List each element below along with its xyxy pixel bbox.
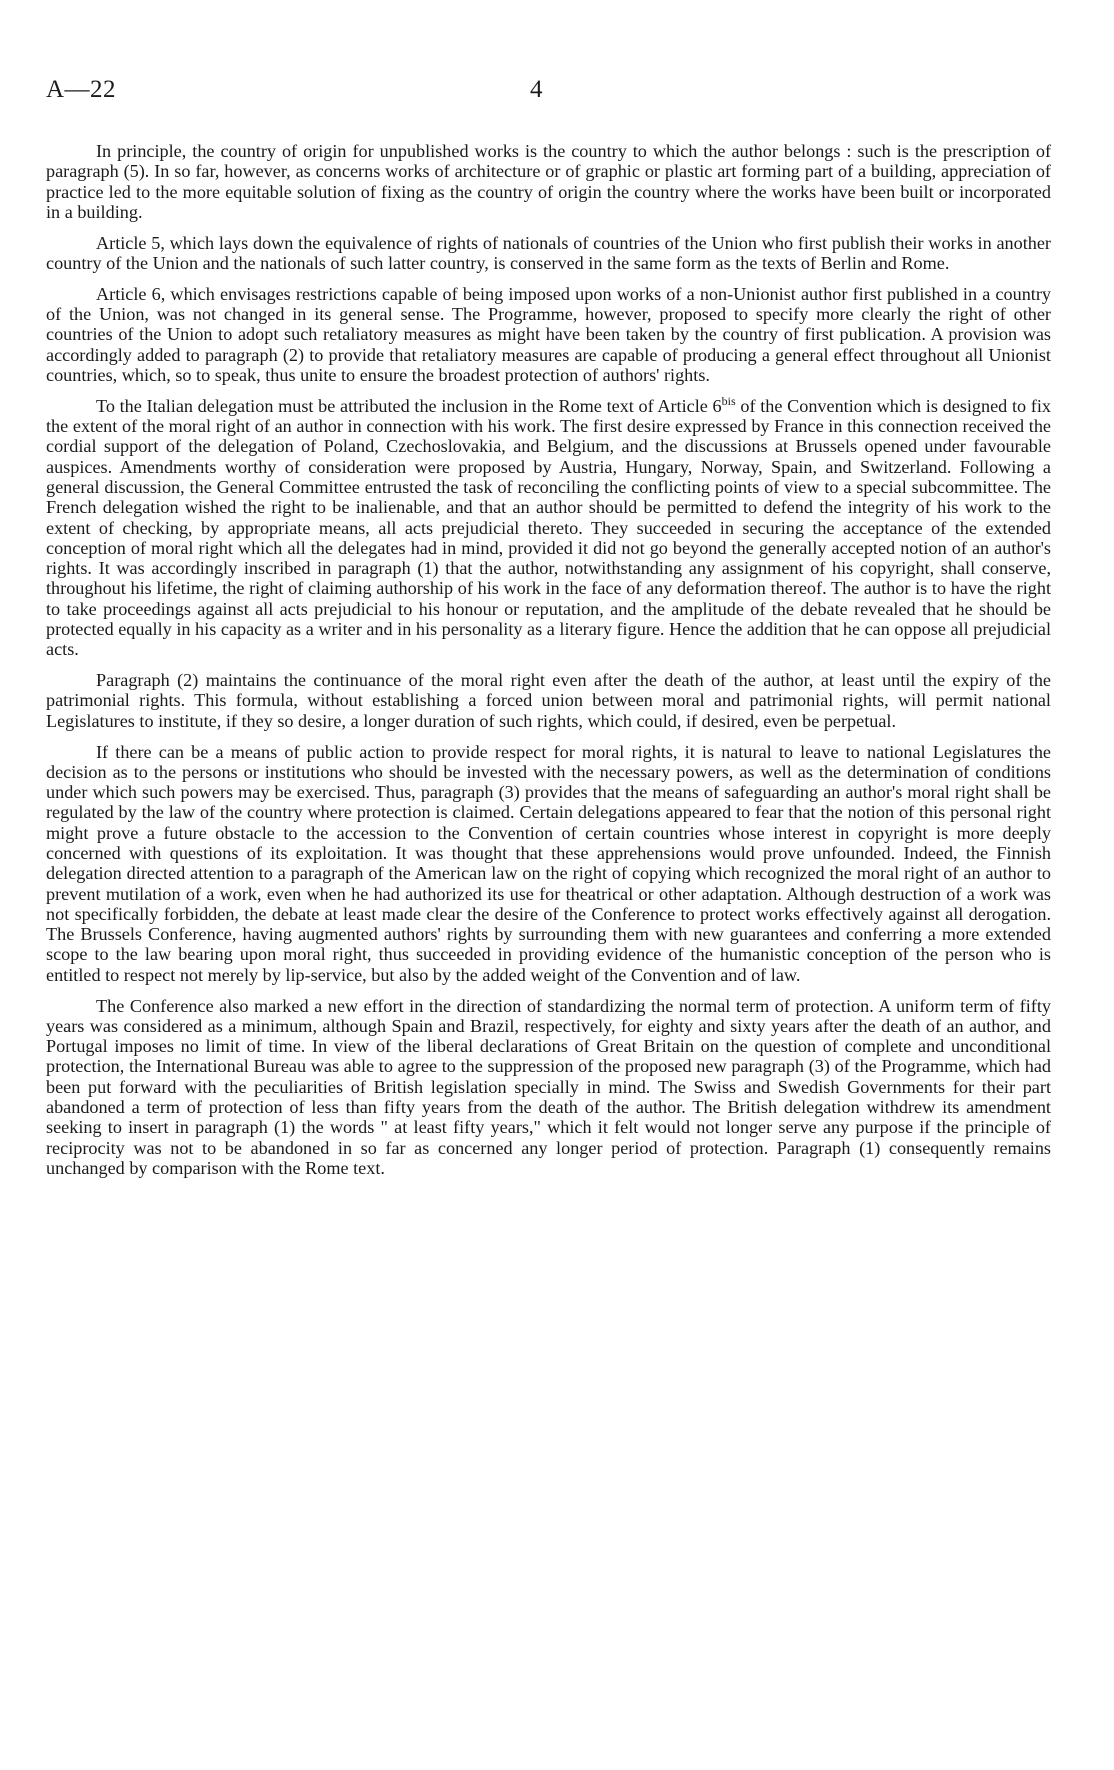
paragraph-article-6-bis-rest: of the Convention which is designed to fix the extent of the moral right of an author in connection with his work. The first desire expressed by France in this connection received the cordial support of the delegation of Poland, Czechoslovakia, and Belgium, and the discussions at Brussels opened under favourable auspices. Amendments worthy of consideration were proposed by Austria, Hungary, Norway, Spain, and Switzerland. Following a general discussion, the General Committee entrusted the task of reconciling the conflicting points of view to a special subcommittee. The French delegation wished the right to be inalienable, and that an author should be permitted to defend the integrity of his work to the extent of checking, by appropriate means, all acts prejudicial thereto. They succeeded in securing the acceptance of the extended conception of moral right which all the delegates had in mind, provided it did not go beyond the generally accepted notion of an author's rights. It was accordingly inscribed in paragraph (1) that the author, notwithstanding any assignment of his copyright, shall conserve, throughout his lifetime, the right of claiming authorship of his work in the face of any deformation thereof. The author is to have the right to take proceedings against all acts prejudicial to his honour or reputation, and the amplitude of the debate revealed that he should be protected equally in his capacity as a writer and in his personality as a literary figure. Hence the addition that he can oppose all prejudicial acts. [46,395,1052,660]
paragraph-moral-right-continuance: Paragraph (2) maintains the continuance of the moral right even after the death of the author, at least until the expiry of the patrimonial rights. This formula, without establishing a forced union between moral and patrimonial rights, will permit national Legislatures to institute, if they so desire, a longer duration of such rights, which could, if desired, even be perpetual. [46,670,1051,731]
body-text [46,141,1051,1189]
paragraph-article-5: Article 5, which lays down the equivalence of rights of nationals of countries of the Union who first publish their works in another country of the Union and the nationals of such latter country, is conserved in the same form as the texts of Berlin and Rome. [46,232,1051,273]
page-number: 4 [530,76,543,103]
paragraph-article-6: Article 6, which envisages restrictions capable of being imposed upon works of a non-Unionist author first published in a country of the Union, was not changed in its general sense. The Programme, however, proposed to specify more clearly the right of other countries of the Union to adopt such retaliatory measures as might have been taken by the country of first publication. A provision was accordingly added to paragraph (2) to provide that retaliatory measures are capable of producing a general effect throughout all Unionist countries, which, so to speak, thus unite to ensure the broadest protection of authors' rights. [46,283,1051,385]
paragraph-article-6-bis [46,393,1052,660]
bis-superscript: bis [721,393,736,408]
paragraph-public-action: If there can be a means of public action to provide respect for moral rights, it is natural to leave to national Legislatures the decision as to the persons or institutions who should be invested with the necessary powers, as well as the determination of conditions under which such powers may be exercised. Thus, paragraph (3) provides that the means of safeguarding an author's moral right shall be regulated by the law of the country where protection is claimed. Certain delegations appeared to fear that the notion of this personal right might prove a future obstacle to the accession to the Convention of certain countries whose interest in copyright is more deeply concerned with questions of its exploitation. It was thought that these apprehensions would prove unfounded. Indeed, the Finnish delegation directed attention to a paragraph of the American law on the right of copying which recognized the moral right of an author to prevent mutilation of a work, even when he had authorized its use for theatrical or other adaptation. Although destruction of a work was not specifically forbidden, the debate at least made clear the desire of the Conference to protect works effectively against all derogation. The Brussels Conference, having augmented authors' rights by surrounding them with new guarantees and conferring a more extended scope to the law bearing upon moral right, thus succeeded in providing evidence of the humanistic conception of the person who is entitled to respect not merely by lip-service, but also by the added weight of the Convention and of law. [46,741,1051,985]
paragraph-article-6-bis-start: To the Italian delegation must be attributed the inclusion in the Rome text of Article 6 [96,395,722,416]
document-reference: A—22 [46,76,117,103]
paragraph-country-of-origin: In principle, the country of origin for unpublished works is the country to which the author belongs : such is the prescription of paragraph (5). In so far, however, as concerns works of architecture or of graphic or plastic art forming part of a building, appreciation of practice led to the more equitable solution of fixing as the country of origin the country where the works have been built or incorporated in a building. [46,141,1051,222]
paragraph-term-of-protection: The Conference also marked a new effort in the direction of standardizing the normal term of protection. A uniform term of fifty years was considered as a minimum, although Spain and Brazil, respectively, for eighty and sixty years after the death of an author, and Portugal imposes no limit of time. In view of the liberal declarations of Great Britain on the question of complete and unconditional protection, the International Bureau was able to agree to the suppression of the proposed new paragraph (3) of the Programme, which had been put forward with the peculiarities of British legislation specially in mind. The Swiss and Swedish Governments for their part abandoned a term of protection of less than fifty years from the death of the author. The British delegation withdrew its amendment seeking to insert in paragraph (1) the words " at least fifty years," which it felt would not longer serve any purpose if the principle of reciprocity was not to be abandoned in so far as concerned any longer period of protection. Paragraph (1) consequently remains unchanged by comparison with the Rome text. [46,995,1051,1178]
